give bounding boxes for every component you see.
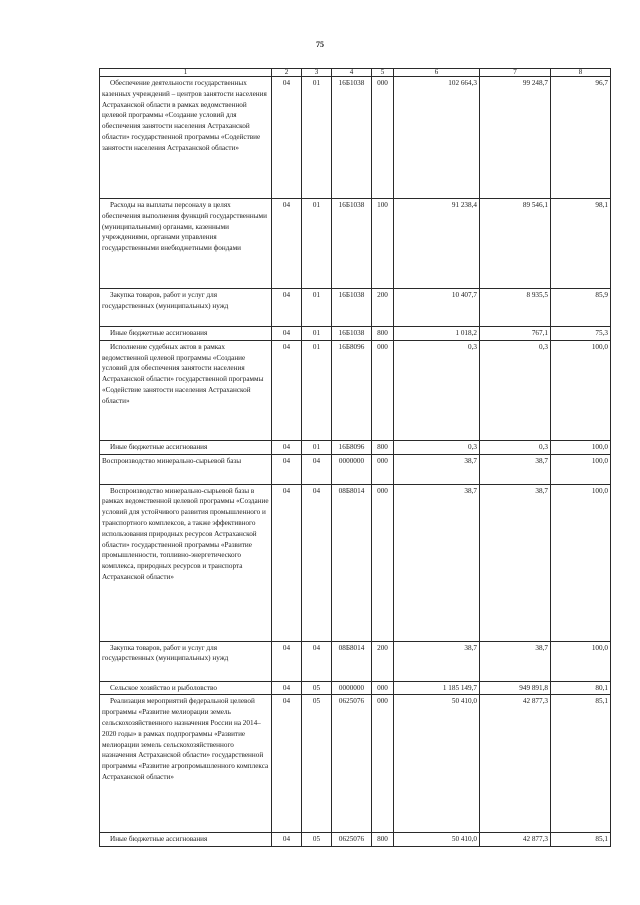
table-row (100, 199, 611, 289)
cell-subsection: 05 (302, 681, 332, 695)
row-name: Исполнение судебных актов в рамках ведомственной целевой программы «Создание условий для обеспечения занятости населения Астраханской области» государственной программы «Содействие занятости населения Астраханской области» (100, 340, 272, 440)
cell-target-article: 16Б8096 (332, 440, 372, 454)
cell-target-article: 16Б1038 (332, 77, 372, 199)
cell-planned: 50 410,0 (394, 695, 480, 833)
cell-section: 04 (272, 641, 302, 681)
cell-target-article: 08Б8014 (332, 484, 372, 641)
cell-subsection: 04 (302, 484, 332, 641)
cell-executed: 949 891,8 (480, 681, 551, 695)
table-row (100, 440, 611, 454)
cell-expense-type: 800 (372, 833, 394, 847)
cell-percent: 100,0 (551, 484, 611, 641)
budget-table (99, 68, 611, 847)
cell-executed: 38,7 (480, 484, 551, 641)
cell-executed: 99 248,7 (480, 77, 551, 199)
cell-section: 04 (272, 681, 302, 695)
cell-percent: 98,1 (551, 199, 611, 289)
cell-expense-type: 000 (372, 454, 394, 484)
cell-subsection: 01 (302, 327, 332, 341)
cell-executed: 8 935,5 (480, 289, 551, 327)
row-name: Воспроизводство минерально-сырьевой базы (100, 454, 272, 484)
row-name: Закупка товаров, работ и услуг для государственных (муниципальных) нужд (100, 289, 272, 327)
table-row (100, 695, 611, 833)
cell-percent: 100,0 (551, 454, 611, 484)
cell-section: 04 (272, 695, 302, 833)
row-name: Сельское хозяйство и рыболовство (100, 681, 272, 695)
column-header: 5 (372, 69, 394, 77)
page-number: 75 (316, 40, 324, 49)
row-name: Воспроизводство минерально-сырьевой базы в рамках ведомственной целевой программы «Создание условий для устойчивого развития промышленного и транспортного комплексов, а также эффективного использования природных ресурсов Астраханской области» государственной программы «Развитие промышленности, топливно-энергетического комплекса, природных ресурсов и транспорта Астраханской области» (100, 484, 272, 641)
row-name: Закупка товаров, работ и услуг для государственных (муниципальных) нужд (100, 641, 272, 681)
cell-section: 04 (272, 484, 302, 641)
cell-section: 04 (272, 289, 302, 327)
cell-target-article: 16Б1038 (332, 199, 372, 289)
cell-planned: 102 664,3 (394, 77, 480, 199)
cell-planned: 38,7 (394, 641, 480, 681)
row-name: Расходы на выплаты персоналу в целях обеспечения выполнения функций государственными (муниципальными) органами, казенными учреждениями, органами управления государственными внебюджетными фондами (100, 199, 272, 289)
cell-executed: 89 546,1 (480, 199, 551, 289)
cell-planned: 38,7 (394, 454, 480, 484)
cell-expense-type: 100 (372, 199, 394, 289)
cell-subsection: 04 (302, 641, 332, 681)
table-row (100, 327, 611, 341)
table-row (100, 77, 611, 199)
column-header: 2 (272, 69, 302, 77)
cell-subsection: 01 (302, 289, 332, 327)
cell-subsection: 05 (302, 833, 332, 847)
cell-expense-type: 000 (372, 681, 394, 695)
cell-expense-type: 000 (372, 340, 394, 440)
cell-planned: 1 185 149,7 (394, 681, 480, 695)
cell-percent: 100,0 (551, 641, 611, 681)
cell-section: 04 (272, 440, 302, 454)
cell-target-article: 08Б8014 (332, 641, 372, 681)
cell-percent: 85,9 (551, 289, 611, 327)
cell-executed: 42 877,3 (480, 695, 551, 833)
table-row (100, 454, 611, 484)
cell-planned: 91 238,4 (394, 199, 480, 289)
cell-expense-type: 000 (372, 484, 394, 641)
table-row (100, 340, 611, 440)
row-name: Иные бюджетные ассигнования (100, 833, 272, 847)
cell-planned: 0,3 (394, 440, 480, 454)
cell-target-article: 0000000 (332, 681, 372, 695)
cell-expense-type: 000 (372, 77, 394, 199)
row-name: Реализация мероприятий федеральной целевой программы «Развитие мелиорации земель сельскохозяйственного назначения России на 2014–2020 годы» в рамках подпрограммы «Развитие мелиорации земель сельскохозяйственного назначения Астраханской области» государственной программы «Развитие агропромышленного комплекса Астраханской области» (100, 695, 272, 833)
cell-subsection: 01 (302, 340, 332, 440)
column-header: 3 (302, 69, 332, 77)
cell-planned: 0,3 (394, 340, 480, 440)
cell-executed: 42 877,3 (480, 833, 551, 847)
column-header: 4 (332, 69, 372, 77)
table-row (100, 289, 611, 327)
column-header: 1 (100, 69, 272, 77)
cell-target-article: 16Б8096 (332, 340, 372, 440)
cell-target-article: 0625076 (332, 833, 372, 847)
cell-target-article: 0000000 (332, 454, 372, 484)
cell-percent: 85,1 (551, 833, 611, 847)
cell-section: 04 (272, 340, 302, 440)
column-header: 7 (480, 69, 551, 77)
cell-subsection: 01 (302, 199, 332, 289)
cell-planned: 50 410,0 (394, 833, 480, 847)
cell-executed: 0,3 (480, 440, 551, 454)
cell-section: 04 (272, 454, 302, 484)
cell-percent: 85,1 (551, 695, 611, 833)
cell-percent: 100,0 (551, 440, 611, 454)
cell-subsection: 01 (302, 440, 332, 454)
cell-percent: 80,1 (551, 681, 611, 695)
cell-section: 04 (272, 833, 302, 847)
cell-expense-type: 200 (372, 289, 394, 327)
cell-planned: 38,7 (394, 484, 480, 641)
column-header: 6 (394, 69, 480, 77)
cell-expense-type: 800 (372, 440, 394, 454)
cell-expense-type: 000 (372, 695, 394, 833)
cell-section: 04 (272, 77, 302, 199)
cell-target-article: 0625076 (332, 695, 372, 833)
row-name: Иные бюджетные ассигнования (100, 327, 272, 341)
column-header: 8 (551, 69, 611, 77)
cell-percent: 96,7 (551, 77, 611, 199)
row-name: Обеспечение деятельности государственных казенных учреждений – центров занятости населения Астраханской области в рамках ведомственной целевой программы «Создание условий для обеспечения занятости населения Астраханской области» государственной программы «Содействие занятости населения Астраханской области» (100, 77, 272, 199)
cell-section: 04 (272, 327, 302, 341)
cell-expense-type: 200 (372, 641, 394, 681)
table-row (100, 833, 611, 847)
cell-section: 04 (272, 199, 302, 289)
cell-target-article: 16Б1038 (332, 289, 372, 327)
table-row (100, 681, 611, 695)
cell-planned: 10 407,7 (394, 289, 480, 327)
cell-subsection: 01 (302, 77, 332, 199)
header-row (100, 69, 611, 77)
table-row (100, 641, 611, 681)
row-name: Иные бюджетные ассигнования (100, 440, 272, 454)
cell-expense-type: 800 (372, 327, 394, 341)
cell-executed: 38,7 (480, 454, 551, 484)
cell-executed: 767,1 (480, 327, 551, 341)
table-row (100, 484, 611, 641)
cell-subsection: 04 (302, 454, 332, 484)
cell-executed: 38,7 (480, 641, 551, 681)
cell-target-article: 16Б1038 (332, 327, 372, 341)
cell-executed: 0,3 (480, 340, 551, 440)
cell-percent: 100,0 (551, 340, 611, 440)
cell-subsection: 05 (302, 695, 332, 833)
cell-percent: 75,3 (551, 327, 611, 341)
cell-planned: 1 018,2 (394, 327, 480, 341)
